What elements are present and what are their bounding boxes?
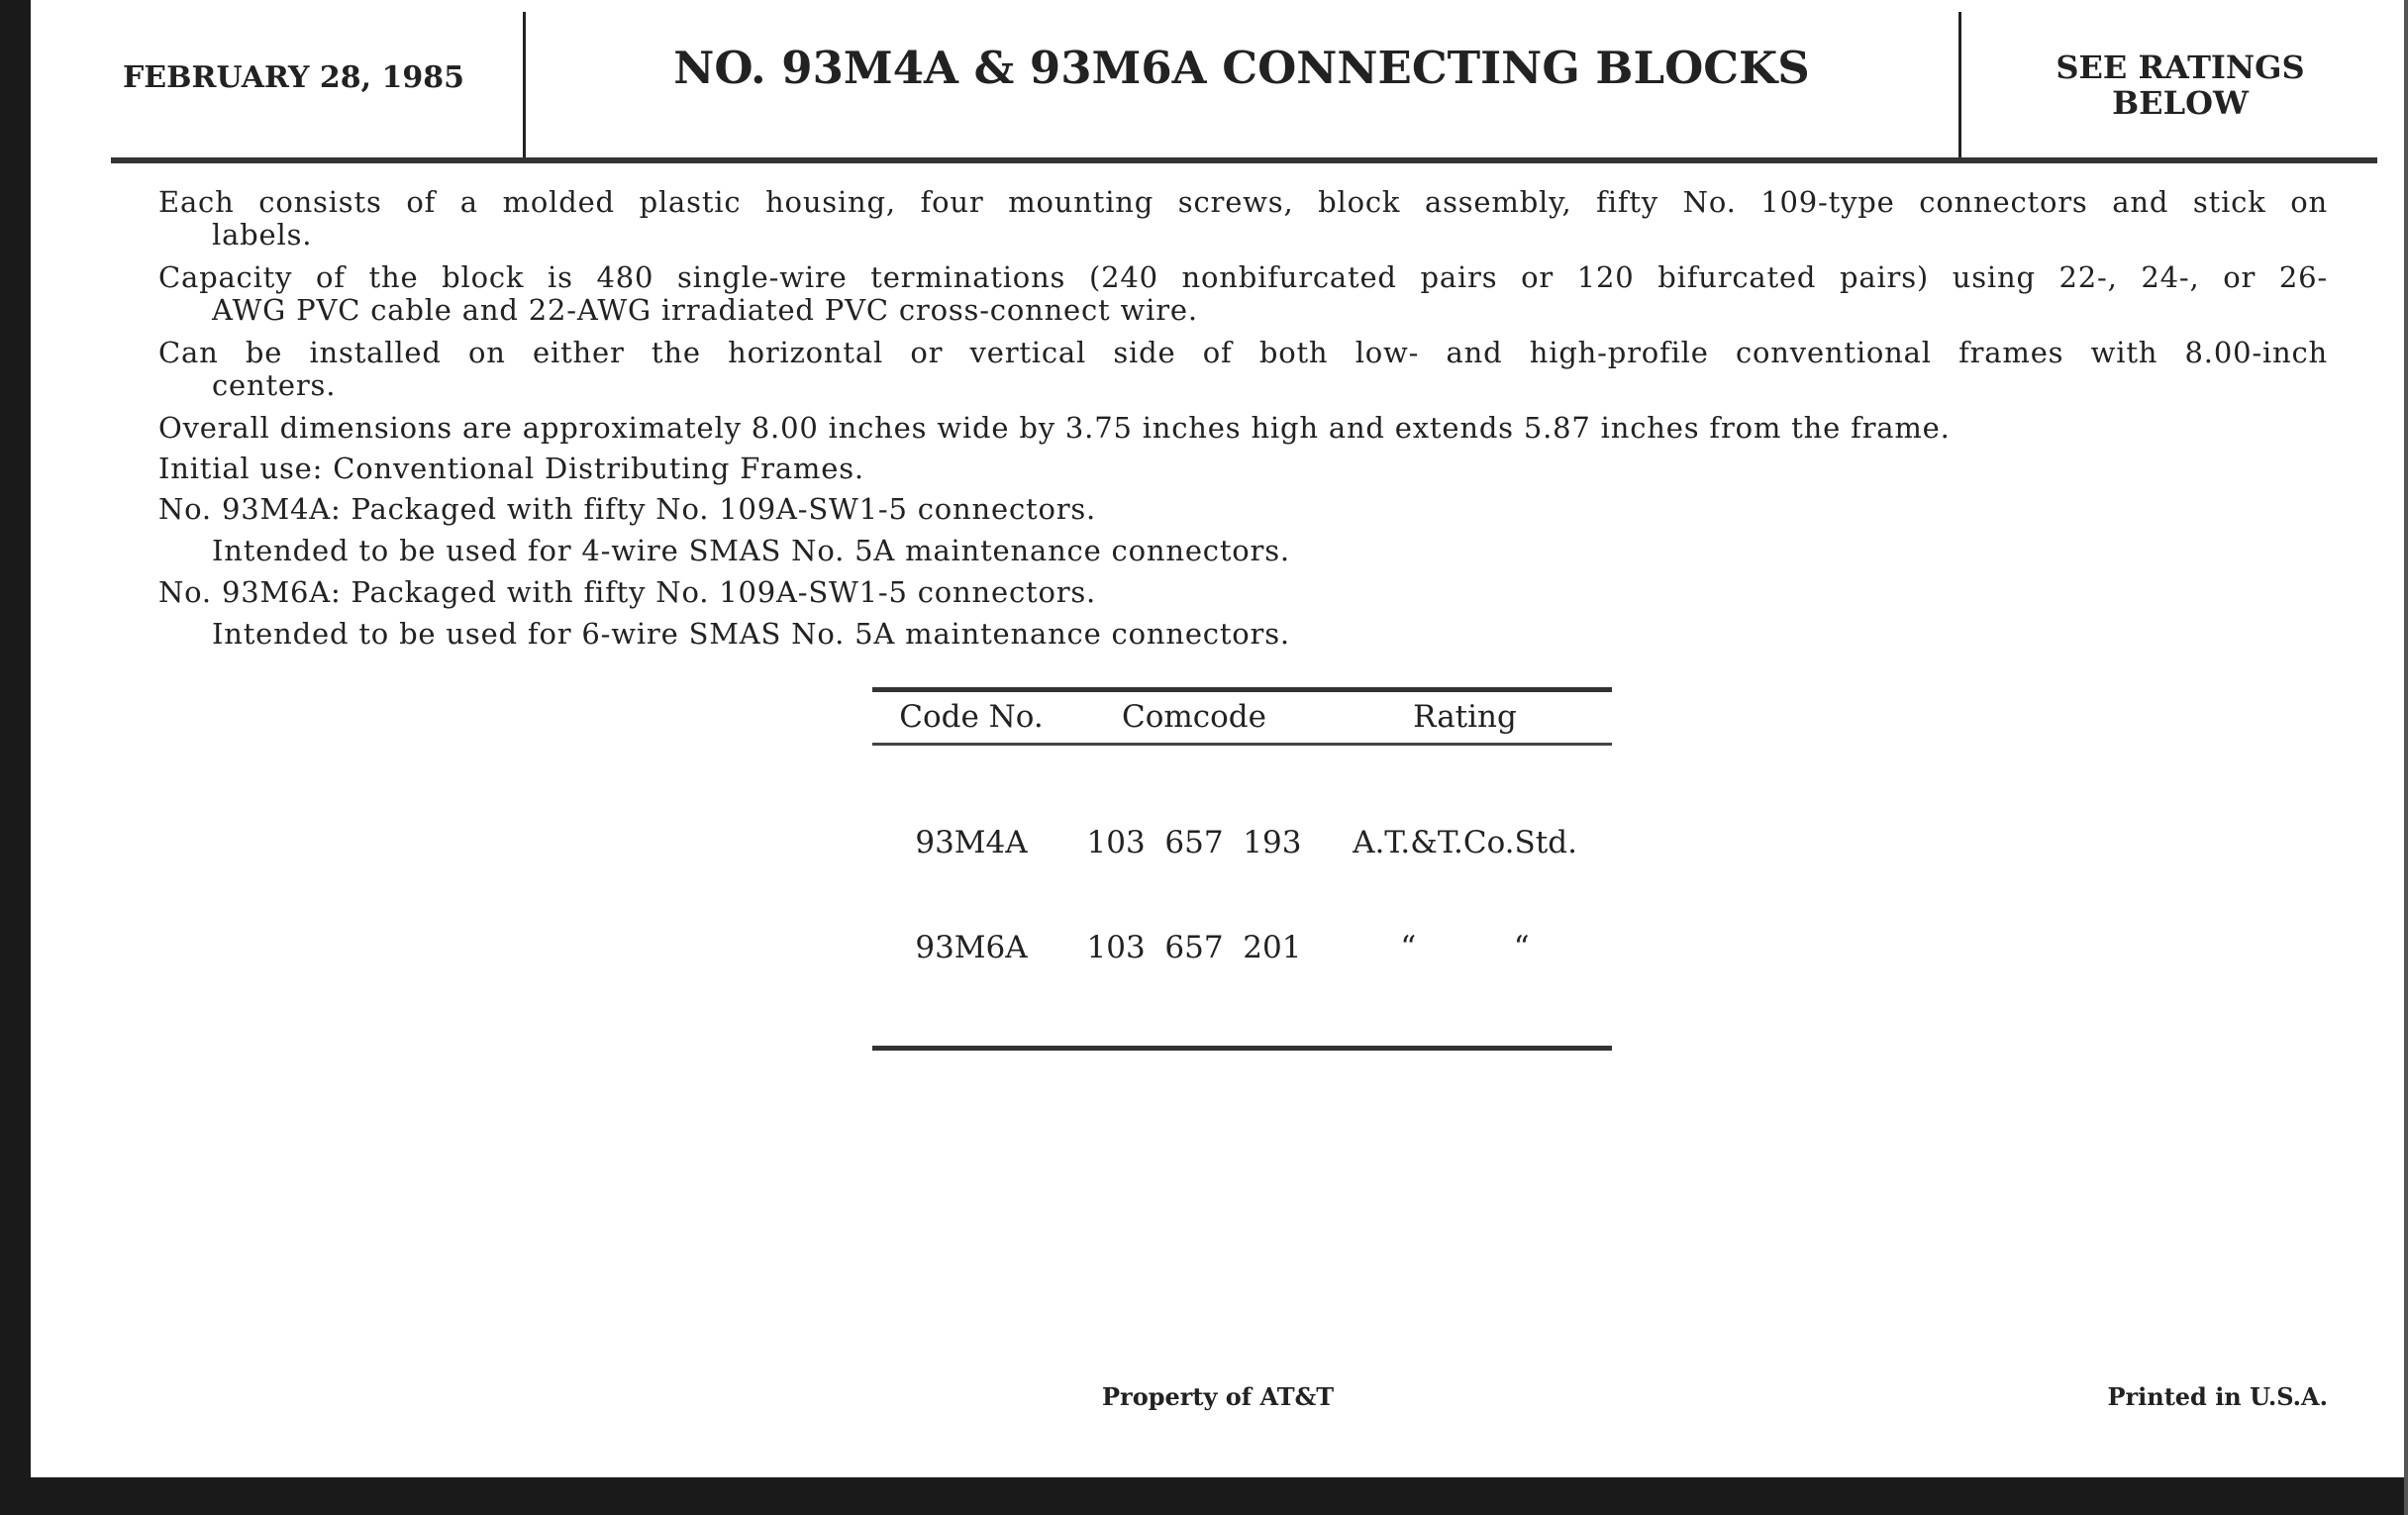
table-rule [872, 1046, 1612, 1051]
ratings-note [1959, 50, 2401, 121]
description-line: Initial use: Conventional Distributing Frames. [158, 452, 864, 485]
ratings-note-line: BELOW [2112, 84, 2249, 122]
ratings-table [872, 687, 1612, 1051]
table-cell: 103 657 201 [1086, 930, 1302, 965]
table-cell: 93M4A [915, 825, 1028, 860]
column-header: Code No. [899, 699, 1044, 735]
description-line: AWG PVC cable and 22-AWG irradiated PVC cross-connect wire. [212, 293, 1198, 327]
issue-date: FEBRUARY 28, 1985 [123, 60, 464, 95]
table-cell: 93M6A [915, 930, 1028, 965]
description-line: Can be installed on either the horizontal or vertical side of both low- and high-profile conventional frames with 8.00-inch [158, 336, 2328, 369]
description [158, 186, 2328, 651]
page-title: NO. 93M4A & 93M6A CONNECTING BLOCKS [673, 42, 1810, 94]
table-cell: “ “ [1400, 930, 1530, 965]
description-line: Intended to be used for 4-wire SMAS No. 5A maintenance connectors. [212, 534, 1290, 567]
description-line: Capacity of the block is 480 single-wire terminations (240 nonbifurcated pairs or 120 bifurcated pairs) using 22-, 24-, or 26- [158, 260, 2328, 294]
table-cell: A.T.&T.Co.Std. [1353, 825, 1577, 860]
table-cell: 103 657 193 [1086, 825, 1302, 860]
description-line: No. 93M6A: Packaged with fifty No. 109A-SW1-5 connectors. [158, 575, 1097, 609]
description-line: Intended to be used for 6-wire SMAS No. 5A maintenance connectors. [212, 617, 1290, 651]
scan-border-right [2404, 0, 2408, 1515]
table-header-row [872, 700, 1612, 734]
description-line: Overall dimensions are approximately 8.00 inches wide by 3.75 inches high and extends 5.87 inches from the frame. [158, 411, 1951, 445]
description-line: labels. [212, 218, 313, 252]
column-header: Rating [1413, 699, 1517, 735]
property-notice: Property of AT&T [1102, 1382, 1335, 1411]
table-rule [872, 687, 1612, 692]
ratings-note-line: SEE RATINGS [2056, 49, 2305, 86]
column-header: Comcode [1122, 699, 1266, 735]
description-line: Each consists of a molded plastic housing, four mounting screws, block assembly, fifty No. 109-type connectors and stick on [158, 185, 2328, 219]
table-row [872, 826, 1612, 859]
scan-border-bottom [0, 1477, 2408, 1515]
scan-border-left [0, 0, 31, 1515]
header-rule [111, 157, 2377, 163]
table-row [872, 931, 1612, 964]
description-line: No. 93M4A: Packaged with fifty No. 109A-SW1-5 connectors. [158, 492, 1097, 526]
printed-notice: Printed in U.S.A. [2107, 1382, 2328, 1411]
description-line: centers. [212, 368, 337, 402]
